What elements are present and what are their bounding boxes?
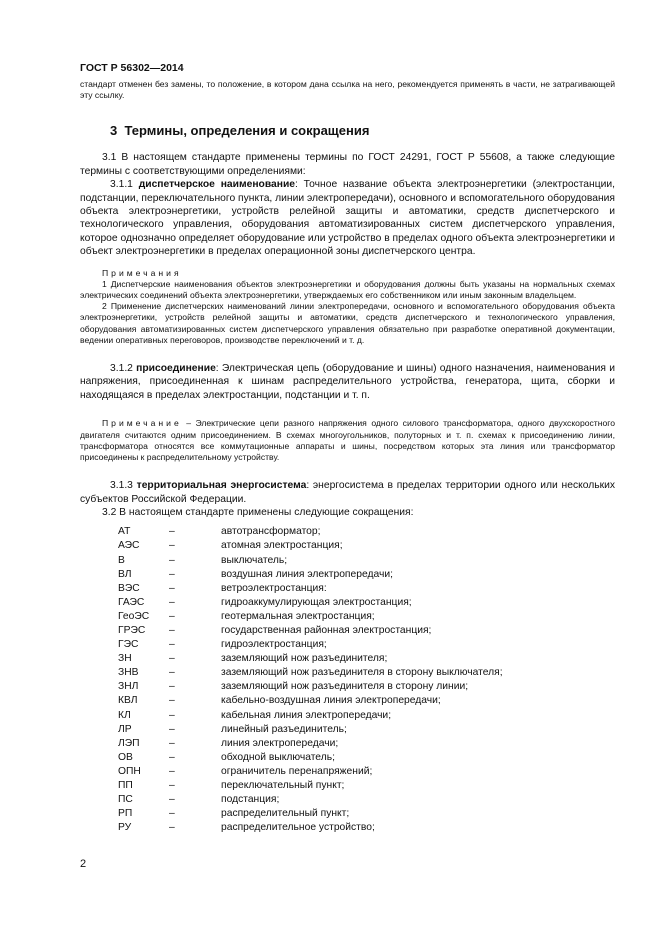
abbreviation-definition: обходной выключатель;	[221, 751, 335, 763]
abbreviation-row	[80, 568, 615, 582]
abbreviation-dash: –	[169, 554, 175, 566]
abbreviation-code: ЗНЛ	[118, 681, 139, 693]
abbreviation-row	[80, 765, 615, 779]
abbreviation-dash: –	[169, 681, 175, 693]
abbreviation-code: РУ	[118, 822, 132, 834]
abbreviation-code: ВЭС	[118, 582, 140, 594]
abbreviation-definition: линейный разъединитель;	[221, 723, 347, 735]
abbreviation-row	[80, 638, 615, 652]
abbreviation-code: АЭС	[118, 540, 140, 552]
abbreviation-row	[80, 694, 615, 708]
note-text: – Электрические цепи разного напряжения одного силового трансформатора, одного двухскоростного двигателя считаются одним присоединением. В схемах многоугольников, полуторных и т. п. схемах к присоединению линии, трансформатора относятся все коммутационные аппараты и шины, посредством которых эта линия или трансформатор присоединены к распределительному устройству.	[80, 418, 615, 462]
abbreviation-dash: –	[169, 526, 175, 538]
term-3-1-1	[80, 178, 615, 258]
abbreviation-row	[80, 737, 615, 751]
abbreviation-code: КЛ	[118, 709, 131, 721]
abbreviation-row	[80, 821, 615, 835]
abbreviation-row	[80, 525, 615, 539]
note-1: 1 Диспетчерские наименования объектов электроэнергетики и оборудования должны быть указаны на нормальных схемах электрических соединений объекта электроэнергетики, утверждаемых его собственником или иным законным владельцем.	[80, 278, 615, 301]
abbreviation-dash: –	[169, 667, 175, 679]
intro-paragraph: стандарт отменен без замены, то положение, в котором дана ссылка на него, рекомендуется применять в части, не затрагивающей эту ссылку.	[80, 79, 615, 101]
abbreviation-row	[80, 624, 615, 638]
abbreviation-row	[80, 554, 615, 568]
abbreviation-code: ВЛ	[118, 568, 132, 580]
abbreviation-code: КВЛ	[118, 695, 138, 707]
abbreviation-code: ГАЭС	[118, 596, 145, 608]
abbreviation-row	[80, 723, 615, 737]
paragraph-3-1: 3.1 В настоящем стандарте применены термины по ГОСТ 24291, ГОСТ Р 55608, а также следующие термины с соответствующими определениями:	[80, 152, 615, 177]
abbreviation-row	[80, 751, 615, 765]
abbreviation-code: АТ	[118, 526, 131, 538]
abbreviation-definition: распределительный пункт;	[221, 808, 350, 820]
abbreviation-dash: –	[169, 709, 175, 721]
abbreviation-code: ПС	[118, 794, 133, 806]
abbreviation-definition: гидроэлектростанция;	[221, 639, 327, 651]
note-3-1-2	[80, 418, 615, 463]
abbreviation-dash: –	[169, 653, 175, 665]
abbreviation-code: В	[118, 554, 125, 566]
abbreviation-definition: ограничитель перенапряжений;	[221, 765, 373, 777]
abbreviation-code: ЗНВ	[118, 667, 139, 679]
abbreviation-dash: –	[169, 568, 175, 580]
abbreviation-definition: ветроэлектростанция:	[221, 582, 327, 594]
term-definition: : Точное название объекта электроэнергетики (электростанции, подстанции, переключательного пункта, линии электропередачи), основного и вспомогательного оборудования объекта электроэнергетики, устройств релейной защиты и автоматики, средств диспетчерского и технологического управления, оборудования автоматизированных систем диспетчерского управления, которое однозначно определяет оборудование или устройство в пределах одного объекта электроэнергетики и объект электроэнергетики в пределах операционной зоны диспетчерского центра.	[80, 179, 615, 258]
abbreviation-row	[80, 680, 615, 694]
abbreviation-dash: –	[169, 751, 175, 763]
abbreviation-definition: геотермальная электростанция;	[221, 610, 375, 622]
abbreviation-definition: подстанция;	[221, 794, 280, 806]
abbreviation-definition: заземляющий нож разъединителя;	[221, 653, 388, 665]
abbreviation-definition: государственная районная электростанция;	[221, 624, 432, 636]
page-content	[80, 79, 615, 835]
abbreviation-row	[80, 610, 615, 624]
abbreviation-code: ЛР	[118, 723, 132, 735]
term-name: диспетчерское наименование	[138, 179, 296, 191]
note-2: 2 Применение диспетчерских наименований линии электропередачи, основного и вспомогательного оборудования объекта электроэнергетики, устройств релейной защиты и автоматики, средств диспетчерского и технологического управления, оборудования автоматизированных систем диспетчерского управления обязательно при разработке оперативной документации, ведении оперативных переговоров, производстве переключений и т. д.	[80, 301, 615, 345]
abbreviation-definition: кабельно-воздушная линия электропередачи;	[221, 695, 441, 707]
term-number: 3.1.1	[110, 179, 133, 191]
abbreviation-dash: –	[169, 596, 175, 608]
abbreviation-dash: –	[169, 794, 175, 806]
abbreviation-dash: –	[169, 737, 175, 749]
abbreviation-definition: воздушная линия электропередачи;	[221, 568, 393, 580]
abbreviation-code: ОПН	[118, 765, 141, 777]
abbreviation-row	[80, 596, 615, 610]
abbreviation-definition: распределительное устройство;	[221, 822, 375, 834]
abbreviation-code: ЛЭП	[118, 737, 140, 749]
abbreviation-dash: –	[169, 582, 175, 594]
abbreviation-definition: выключатель;	[221, 554, 288, 566]
abbreviation-dash: –	[169, 695, 175, 707]
abbreviation-dash: –	[169, 808, 175, 820]
abbreviation-code: РП	[118, 808, 133, 820]
term-3-1-3	[80, 479, 615, 506]
abbreviation-definition: переключательный пункт;	[221, 780, 345, 792]
abbreviation-row	[80, 793, 615, 807]
term-name: присоединение	[136, 363, 216, 375]
abbreviation-definition: гидроаккумулирующая электростанция;	[221, 596, 412, 608]
abbreviation-definition: автотрансформатор;	[221, 526, 321, 538]
abbreviation-row	[80, 709, 615, 723]
term-name: территориальная энергосистема	[136, 480, 307, 492]
abbreviation-code: ПП	[118, 780, 133, 792]
abbreviation-code: ЗН	[118, 653, 132, 665]
note-label: Примечание	[102, 418, 182, 429]
abbreviation-definition: заземляющий нож разъединителя в сторону выключателя;	[221, 667, 503, 679]
abbreviation-dash: –	[169, 639, 175, 651]
abbreviation-row	[80, 582, 615, 596]
abbreviation-dash: –	[169, 780, 175, 792]
term-3-1-2	[80, 362, 615, 402]
page-number: 2	[80, 858, 87, 870]
abbreviation-dash: –	[169, 723, 175, 735]
section-title	[80, 123, 615, 138]
section-title-text: Термины, определения и сокращения	[124, 123, 370, 139]
abbreviation-dash: –	[169, 624, 175, 636]
abbreviation-dash: –	[169, 822, 175, 834]
abbreviation-row	[80, 779, 615, 793]
abbreviation-dash: –	[169, 765, 175, 777]
term-number: 3.1.3	[110, 480, 133, 492]
abbreviation-dash: –	[169, 540, 175, 552]
abbreviation-code: ГРЭС	[118, 624, 146, 636]
abbreviation-row	[80, 807, 615, 821]
paragraph-3-2: 3.2 В настоящем стандарте применены следующие сокращения:	[102, 506, 414, 518]
abbreviation-definition: кабельная линия электропередачи;	[221, 709, 392, 721]
abbreviation-row	[80, 666, 615, 680]
term-definition: : энергосистема в пределах территории одного или нескольких субъектов Российской Федерации.	[80, 480, 615, 505]
abbreviation-row	[80, 539, 615, 553]
abbreviation-code: ГЭС	[118, 639, 139, 651]
abbreviation-definition: заземляющий нож разъединителя в сторону линии;	[221, 681, 469, 693]
section-number: 3	[110, 123, 118, 139]
notes-heading: Примечания	[102, 267, 182, 278]
abbreviation-dash: –	[169, 610, 175, 622]
abbreviation-row	[80, 652, 615, 666]
abbreviation-definition: атомная электростанция;	[221, 540, 343, 552]
abbreviation-code: ОВ	[118, 751, 133, 763]
abbreviation-list	[80, 525, 615, 835]
abbreviation-code: ГеоЭС	[118, 610, 150, 622]
document-header-code: ГОСТ Р 56302—2014	[80, 62, 184, 74]
abbreviation-definition: линия электропередачи;	[221, 737, 339, 749]
term-number: 3.1.2	[110, 363, 133, 375]
term-definition: : Электрическая цепь (оборудование и шины) одного назначения, наименования и напряжения, присоединенная к шинам распределительного устройства, генератора, щита, сборки и находящаяся в пределах электростанции, подстанции и т. п.	[80, 363, 615, 401]
